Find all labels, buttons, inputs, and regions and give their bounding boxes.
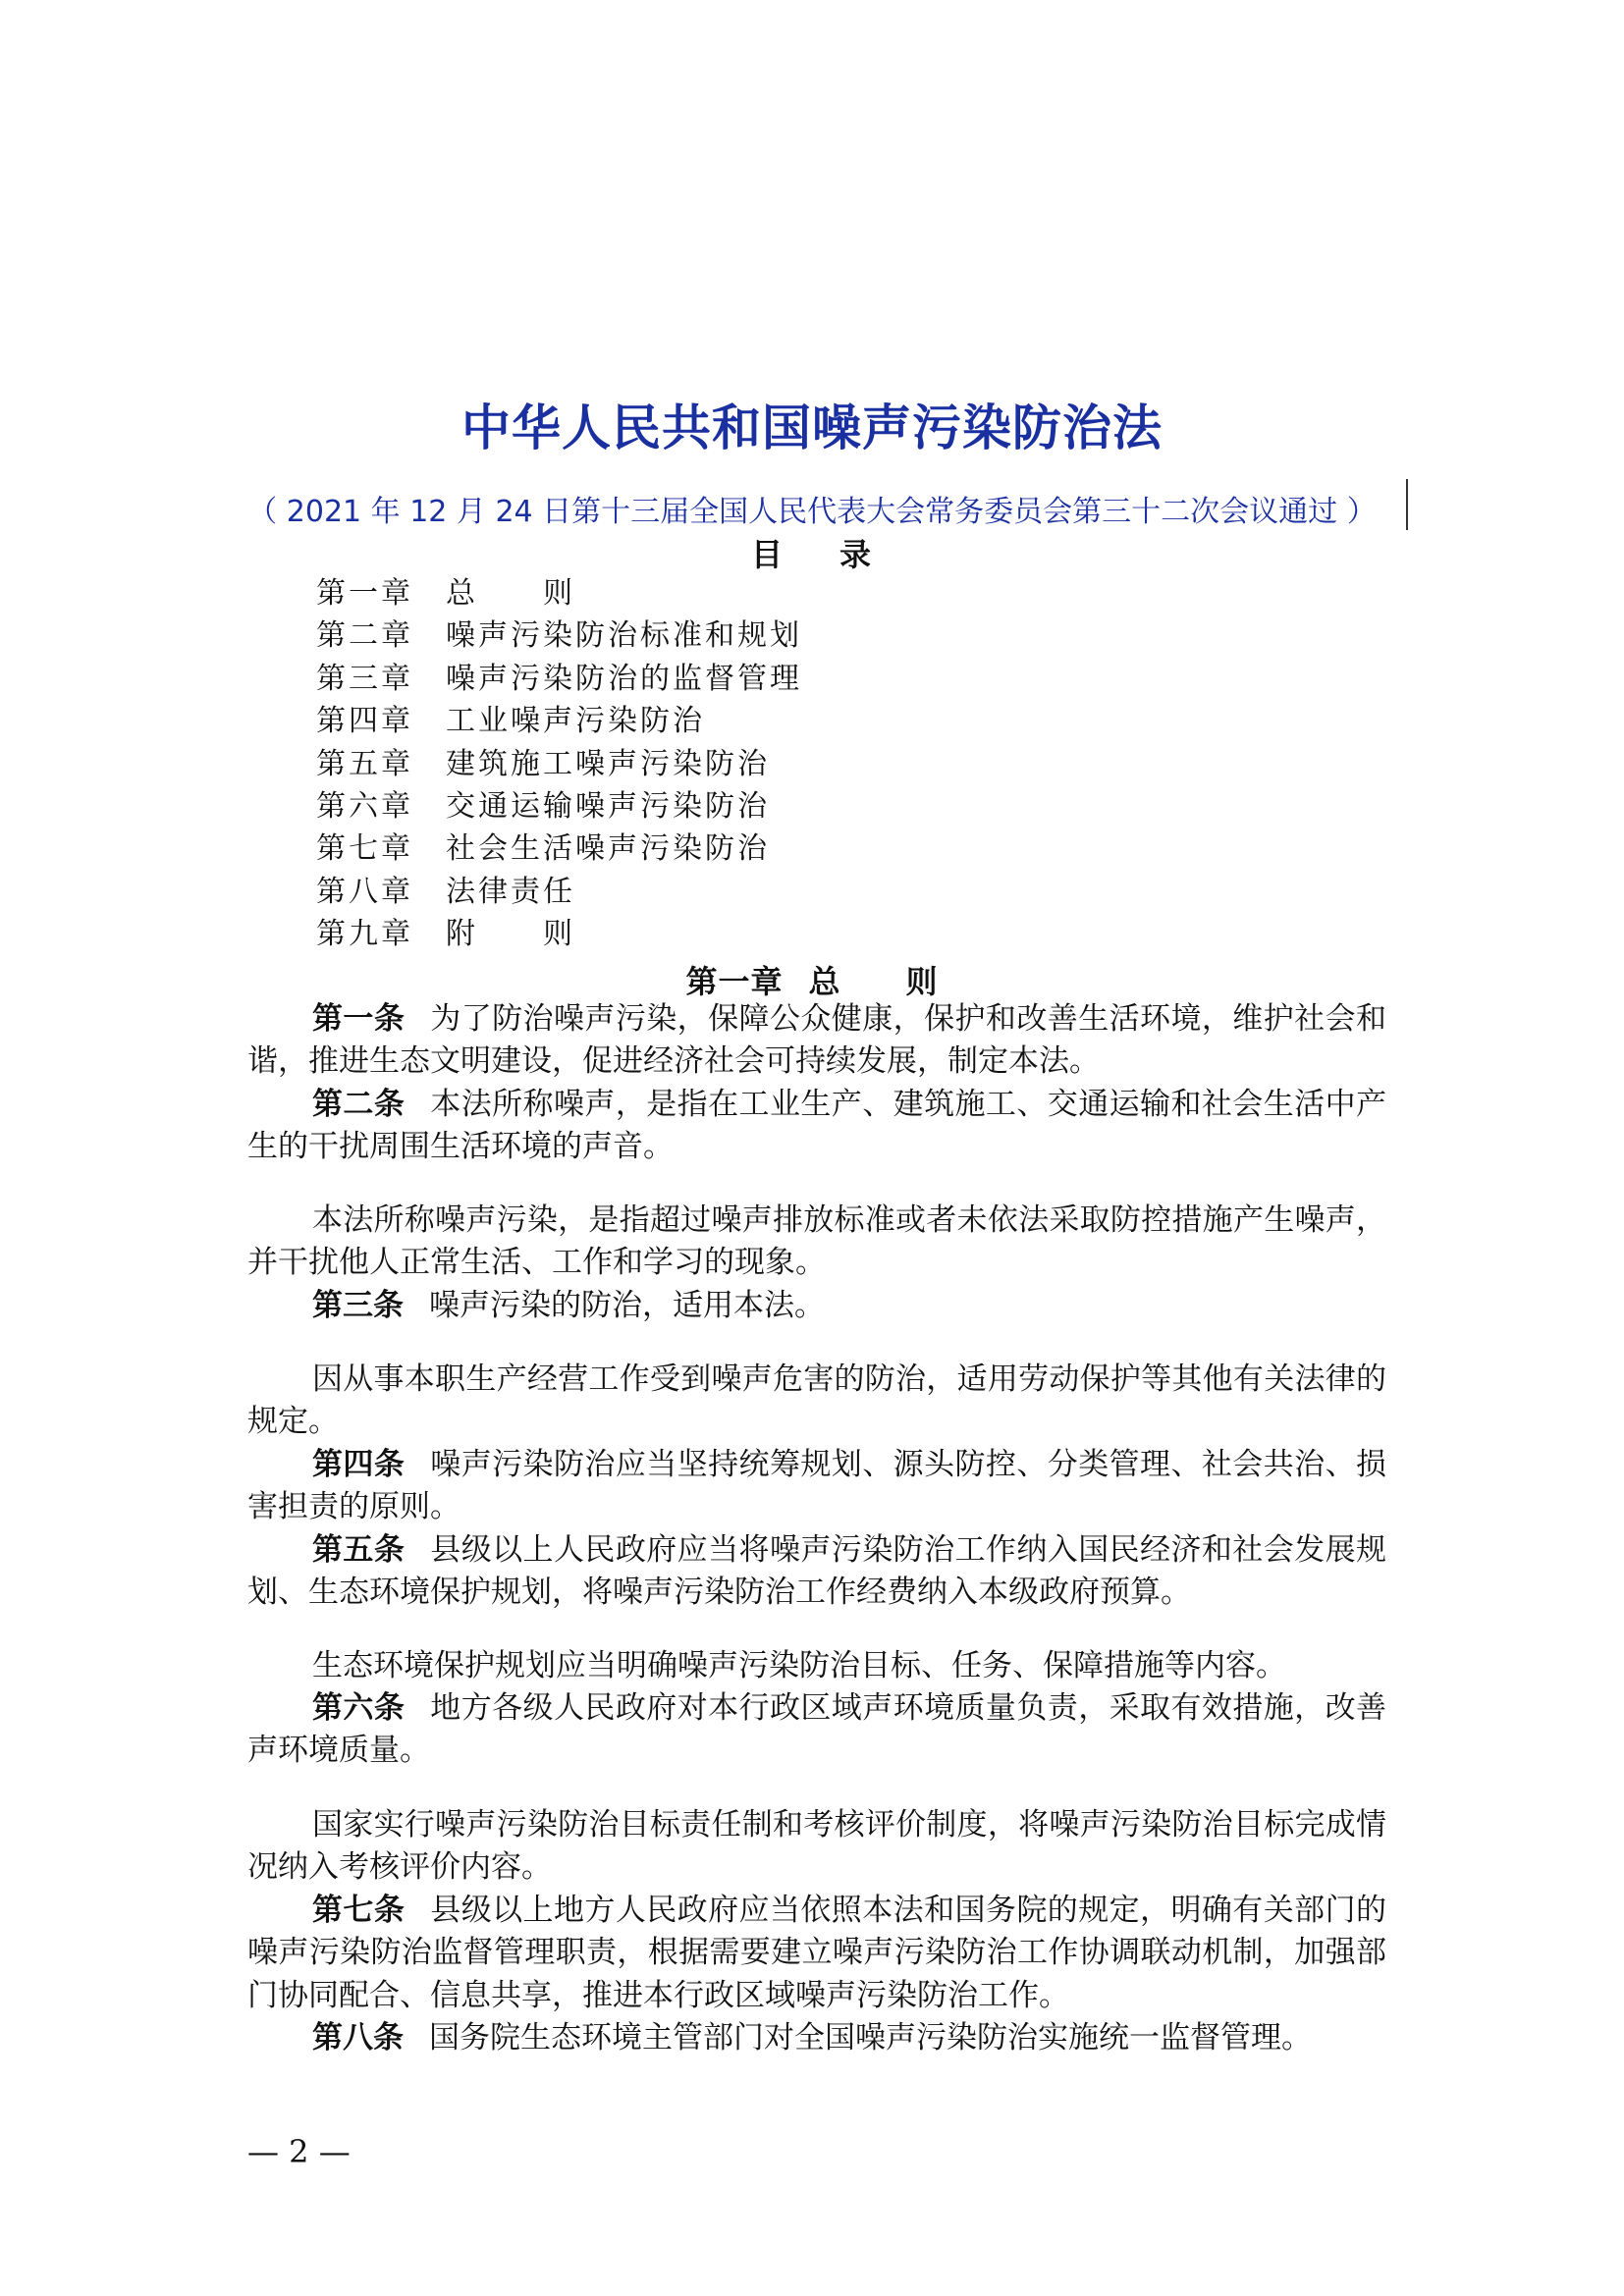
toc-item: [316, 572, 802, 614]
toc-chapter-number: 第一章: [316, 576, 413, 611]
toc-chapter-number: 第四章: [316, 704, 413, 739]
margin-mark: [1406, 479, 1408, 530]
table-of-contents: [316, 572, 802, 956]
article-paragraph: [247, 1529, 1386, 1615]
article-paragraph: [247, 1200, 1386, 1285]
article-text: 噪声污染防治应当坚持统筹规划、源头防控、分类管理、社会共治、损害担责的原则。: [247, 1447, 1387, 1525]
document-subtitle: （ 2021 年 12 月 24 日第十三届全国人民代表大会常务委员会第三十二次会议通过 ）: [247, 495, 1377, 529]
toc-chapter-number: 第九章: [316, 917, 413, 952]
toc-item: [316, 743, 802, 785]
toc-item: [316, 913, 802, 955]
chapter-title: 总 则: [808, 963, 939, 1000]
toc-chapter-title: 总 则: [446, 576, 575, 611]
article-text: 县级以上地方人民政府应当依照本法和国务院的规定，明确有关部门的噪声污染防治监督管理职责，根据需要建立噪声污染防治工作协调联动机制，加强部门协同配合、信息共享，推进本行政区域噪声污染防治工作。: [247, 1893, 1387, 2013]
article-paragraph: [247, 1890, 1386, 2017]
article-paragraph: [247, 1359, 1386, 1444]
toc-chapter-title: 噪声污染防治标准和规划: [446, 618, 802, 654]
document-title: 中华人民共和国噪声污染防治法: [461, 400, 1163, 456]
article-number: 第八条: [312, 2020, 404, 2056]
article-number: 第四条: [312, 1447, 406, 1482]
article-number: 第六条: [312, 1690, 406, 1726]
article-text: 国家实行噪声污染防治目标责任制和考核评价制度，将噪声污染防治目标完成情况纳入考核评价内容。: [247, 1807, 1386, 1886]
toc-item: [316, 658, 802, 700]
toc-chapter-title: 交通运输噪声污染防治: [446, 788, 770, 824]
article-text: 地方各级人民政府对本行政区域声环境质量负责，采取有效措施，改善声环境质量。: [247, 1690, 1387, 1769]
toc-chapter-number: 第五章: [316, 746, 413, 781]
article-paragraph: [247, 1285, 1386, 1327]
article-number: 第三条: [312, 1288, 404, 1323]
toc-chapter-number: 第七章: [316, 831, 413, 867]
toc-chapter-number: 第二章: [316, 618, 413, 654]
toc-item: [316, 614, 802, 657]
toc-chapter-title: 工业噪声污染防治: [446, 704, 705, 739]
article-number: 第七条: [312, 1893, 406, 1928]
toc-chapter-number: 第八章: [316, 874, 413, 909]
toc-chapter-title: 社会生活噪声污染防治: [446, 831, 770, 867]
chapter-heading: [0, 957, 1624, 1002]
article-paragraph: [247, 1444, 1386, 1529]
toc-chapter-title: 附 则: [446, 917, 575, 952]
toc-chapter-number: 第六章: [316, 788, 413, 824]
article-text: 县级以上人民政府应当将噪声污染防治工作纳入国民经济和社会发展规划、生态环境保护规划，将噪声污染防治工作经费纳入本级政府预算。: [247, 1532, 1387, 1611]
article-text: 本法所称噪声，是指在工业生产、建筑施工、交通运输和社会生活中产生的干扰周围生活环境的声音。: [247, 1087, 1387, 1165]
article-paragraph: [247, 1804, 1386, 1890]
toc-chapter-number: 第三章: [316, 661, 413, 696]
article-number: 第五条: [312, 1532, 406, 1568]
article-paragraph: [247, 1645, 1386, 1687]
article-text: 为了防治噪声污染，保障公众健康，保护和改善生活环境，维护社会和谐，推进生态文明建设，促进经济社会可持续发展，制定本法。: [247, 1001, 1387, 1080]
toc-title: [0, 530, 1624, 575]
toc-chapter-title: 法律责任: [446, 874, 575, 909]
toc-title-char-1: 目: [750, 536, 785, 573]
toc-item: [316, 785, 802, 828]
article-text: 生态环境保护规划应当明确噪声污染防治目标、任务、保障措施等内容。: [312, 1648, 1286, 1683]
article-paragraph: [247, 998, 1386, 1084]
toc-chapter-title: 建筑施工噪声污染防治: [446, 746, 770, 781]
article-text: 国务院生态环境主管部门对全国噪声污染防治实施统一监督管理。: [429, 2020, 1312, 2056]
article-paragraph: [247, 1084, 1386, 1169]
article-paragraph: [247, 1687, 1386, 1773]
chapter-number: 第一章: [685, 963, 784, 1000]
article-number: 第一条: [312, 1001, 406, 1037]
article-text: 噪声污染的防治，适用本法。: [429, 1288, 825, 1323]
toc-title-char-2: 录: [839, 536, 874, 573]
article-number: 第二条: [312, 1087, 406, 1122]
article-text: 因从事本职生产经营工作受到噪声危害的防治，适用劳动保护等其他有关法律的规定。: [247, 1362, 1386, 1440]
toc-item: [316, 828, 802, 870]
toc-chapter-title: 噪声污染防治的监督管理: [446, 661, 802, 696]
article-paragraph: [247, 2017, 1386, 2059]
article-text: 本法所称噪声污染，是指超过噪声排放标准或者未依法采取防控措施产生噪声，并干扰他人正常生活、工作和学习的现象。: [247, 1202, 1386, 1281]
toc-item: [316, 871, 802, 913]
page-number: — 2 —: [247, 2133, 351, 2170]
toc-item: [316, 700, 802, 742]
